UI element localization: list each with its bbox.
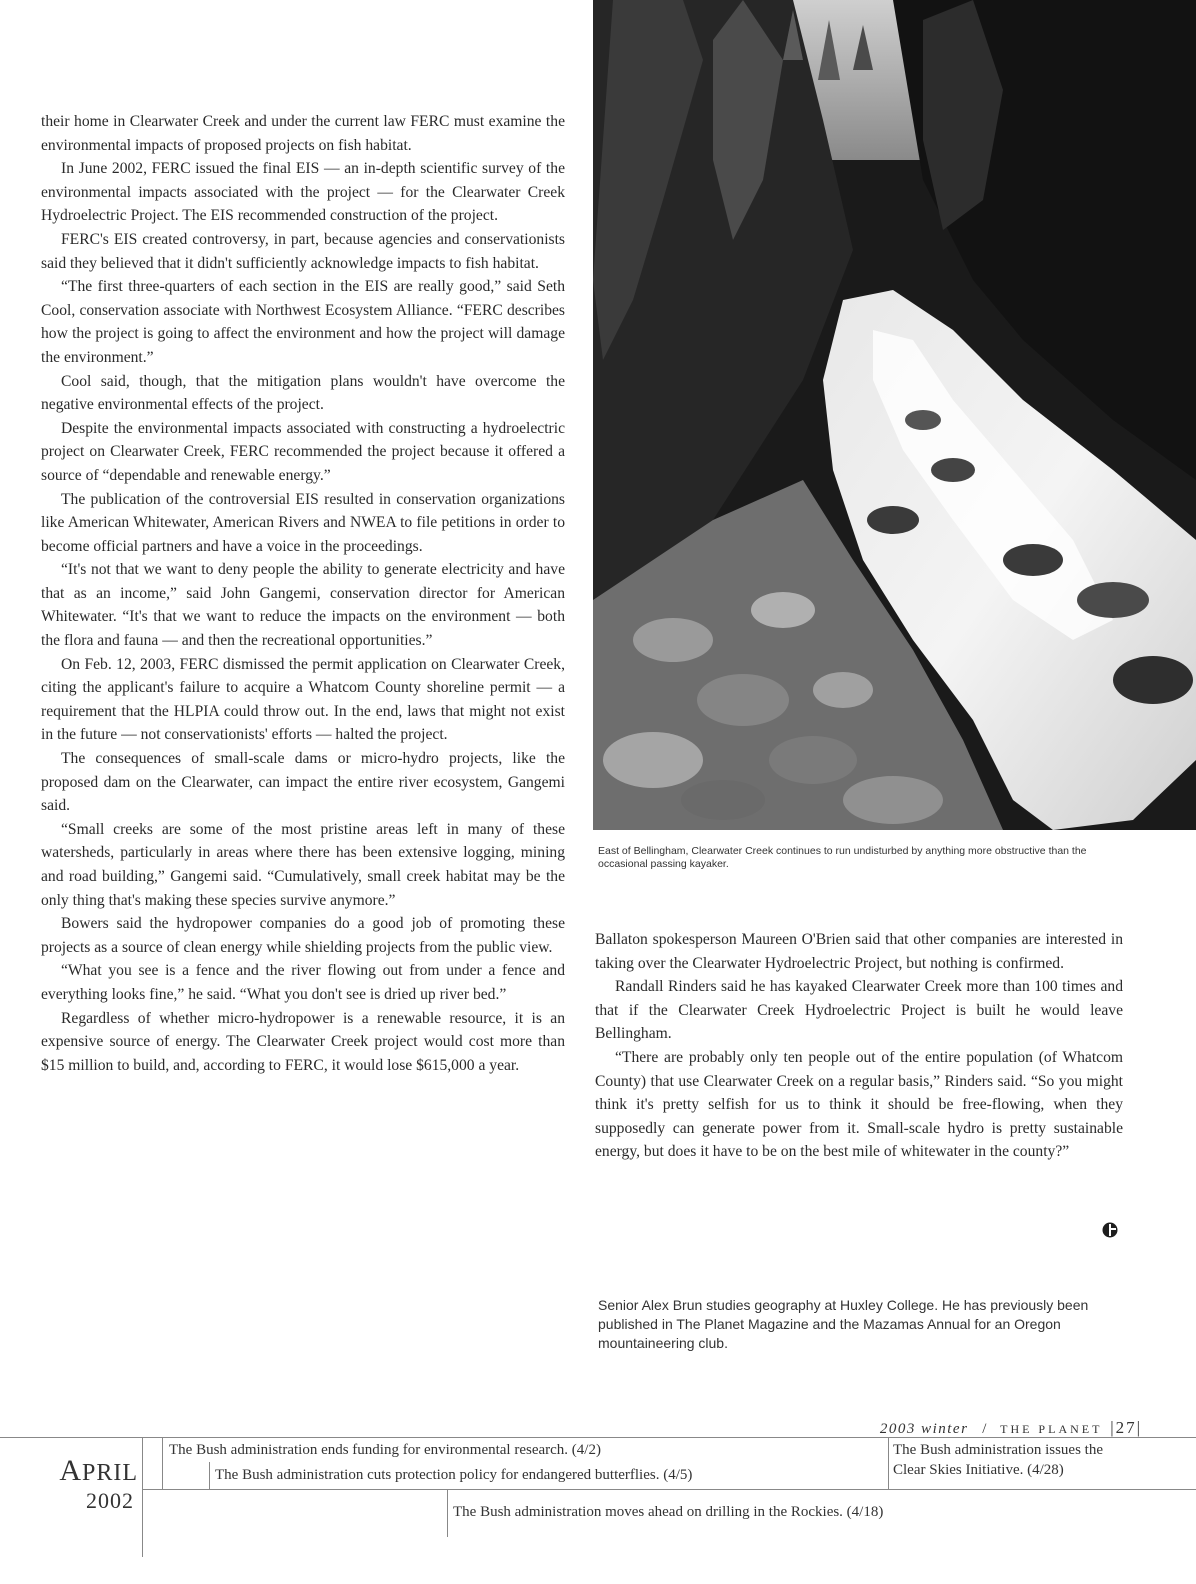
paragraph: Despite the environmental impacts associated with constructing a hydroelectric project on Clearwater Creek, FERC recommended the project because it offered a source of “dependable and renewable energy.” bbox=[41, 419, 565, 484]
timeline-month bbox=[38, 1454, 138, 1487]
paragraph: Regardless of whether micro-hydropower is a renewable resource, it is an expensive source of energy. The Clearwater Creek project would cost more than $15 million to build, and, according to FERC, it would lose $615,000 a year. bbox=[41, 1009, 565, 1074]
timeline-event: The Bush administration moves ahead on drilling in the Rockies. (4/18) bbox=[453, 1504, 884, 1520]
paragraph: their home in Clearwater Creek and under the current law FERC must examine the environmental impacts of proposed projects on fish habitat. bbox=[41, 113, 565, 154]
timeline-event: The Bush administration ends funding for environmental research. (4/2) bbox=[169, 1442, 601, 1458]
paragraph: Ballaton spokesperson Maureen O'Brien said that other companies are interested in taking over the Clearwater Hydroelectric Project, but nothing is confirmed. bbox=[595, 931, 1123, 972]
article-right-column bbox=[595, 928, 1123, 1164]
timeline-event: The Bush administration cuts protection policy for endangered butterflies. (4/5) bbox=[215, 1467, 693, 1483]
creek-photo bbox=[593, 0, 1196, 830]
paragraph: “The first three-quarters of each section in the EIS are really good,” said Seth Cool, conservation associate with Northwest Ecosystem Alliance. “FERC describes how the project is going to affect the environment and how the project will damage the environment.” bbox=[41, 278, 565, 366]
paragraph: In June 2002, FERC issued the final EIS — an in-depth scientific survey of the environmental impacts associated with the project — for the Clearwater Creek Hydroelectric Project. The EIS recommended construction of the project. bbox=[41, 160, 565, 225]
page-number-value: 27 bbox=[1115, 1418, 1137, 1437]
month-rest: PRIL bbox=[81, 1460, 138, 1486]
issue-season: 2003 winter bbox=[879, 1421, 969, 1437]
paragraph: Randall Rinders said he has kayaked Clearwater Creek more than 100 times and that if the Clearwater Creek Hydroelectric Project is built he would leave Bellingham. bbox=[595, 978, 1123, 1043]
timeline-divider bbox=[142, 1437, 143, 1557]
folio-separator: / bbox=[982, 1421, 987, 1437]
photo-caption: East of Bellingham, Clearwater Creek continues to run undisturbed by anything more obstructive than the occasional passing kayaker. bbox=[598, 845, 1087, 870]
paragraph: Bowers said the hydropower companies do a good job of promoting these projects as a source of clean energy while shielding projects from the public view. bbox=[41, 915, 565, 956]
paragraph: “There are probably only ten people out of the entire population (of Whatcom County) that use Clearwater Creek on a regular basis,” Rinders said. “So you might think it's pretty selfish for us to think it should be free-flowing, when they supposedly can generate power from it. Small-scale hydro is pretty sustainable energy, but does it have to be on the best mile of whitewater in the county?” bbox=[595, 1048, 1123, 1161]
magazine-name: THE PLANET bbox=[1000, 1422, 1103, 1436]
creek-photo-illustration bbox=[593, 0, 1196, 830]
paragraph: Cool said, though, that the mitigation plans wouldn't have overcome the negative environmental effects of the project. bbox=[41, 372, 565, 414]
timeline-top-rule bbox=[0, 1437, 1196, 1438]
page-folio bbox=[880, 1418, 1142, 1438]
timeline-mid-rule bbox=[142, 1489, 1196, 1490]
author-bio: Senior Alex Brun studies geography at Huxley College. He has previously been published in The Planet Magazine and the Mazamas Annual for an Oregon mountaineering club. bbox=[598, 1297, 1089, 1351]
paragraph: “It's not that we want to deny people the ability to generate electricity and have that as an income,” said John Gangemi, conservation director for American Whitewater. “It's that we want to reduce the impacts on the environment — both the flora and fauna — and then the recreational opportunities.” bbox=[41, 561, 565, 650]
page-number: |27| bbox=[1110, 1418, 1142, 1437]
paragraph: “Small creeks are some of the most pristine areas left in many of these watersheds, particularly in areas where there has been extensive logging, mining and road building,” Gangemi said. “Cumulatively, small creek habitat may be the only thing that's making these species survive anymore.” bbox=[41, 820, 565, 909]
timeline-event: The Bush administration issues the Clear Skies Initiative. (4/28) bbox=[893, 1442, 1103, 1478]
paragraph: On Feb. 12, 2003, FERC dismissed the permit application on Clearwater Creek, citing the applicant's failure to acquire a Whatcom County shoreline permit — a requirement that the HLPIA could throw out. In the end, laws that might not exist in the future — not conservationists' efforts — halted the project. bbox=[41, 655, 565, 744]
timeline-tick bbox=[447, 1489, 448, 1537]
paragraph: FERC's EIS created controversy, in part, because agencies and conservationists said they believed that it didn't sufficiently acknowledge impacts to fish habitat. bbox=[41, 230, 565, 272]
timeline-tick bbox=[162, 1437, 163, 1489]
paragraph: “What you see is a fence and the river flowing out from under a fence and everything looks fine,” he said. “What you don't see is dried up river bed.” bbox=[41, 962, 565, 1003]
end-of-article-icon bbox=[1102, 1222, 1118, 1238]
paragraph: The consequences of small-scale dams or micro-hydro projects, like the proposed dam on the Clearwater, can impact the entire river ecosystem, Gangemi said. bbox=[41, 750, 565, 815]
timeline-year: 2002 bbox=[86, 1488, 134, 1513]
article-left-column bbox=[41, 110, 565, 1077]
timeline-tick bbox=[888, 1437, 889, 1489]
paragraph: The publication of the controversial EIS resulted in conservation organizations like American Whitewater, American Rivers and NWEA to file petitions in order to become official partners and have a voice in the proceedings. bbox=[41, 490, 565, 555]
timeline-tick bbox=[209, 1462, 210, 1489]
month-initial: A bbox=[59, 1454, 82, 1487]
